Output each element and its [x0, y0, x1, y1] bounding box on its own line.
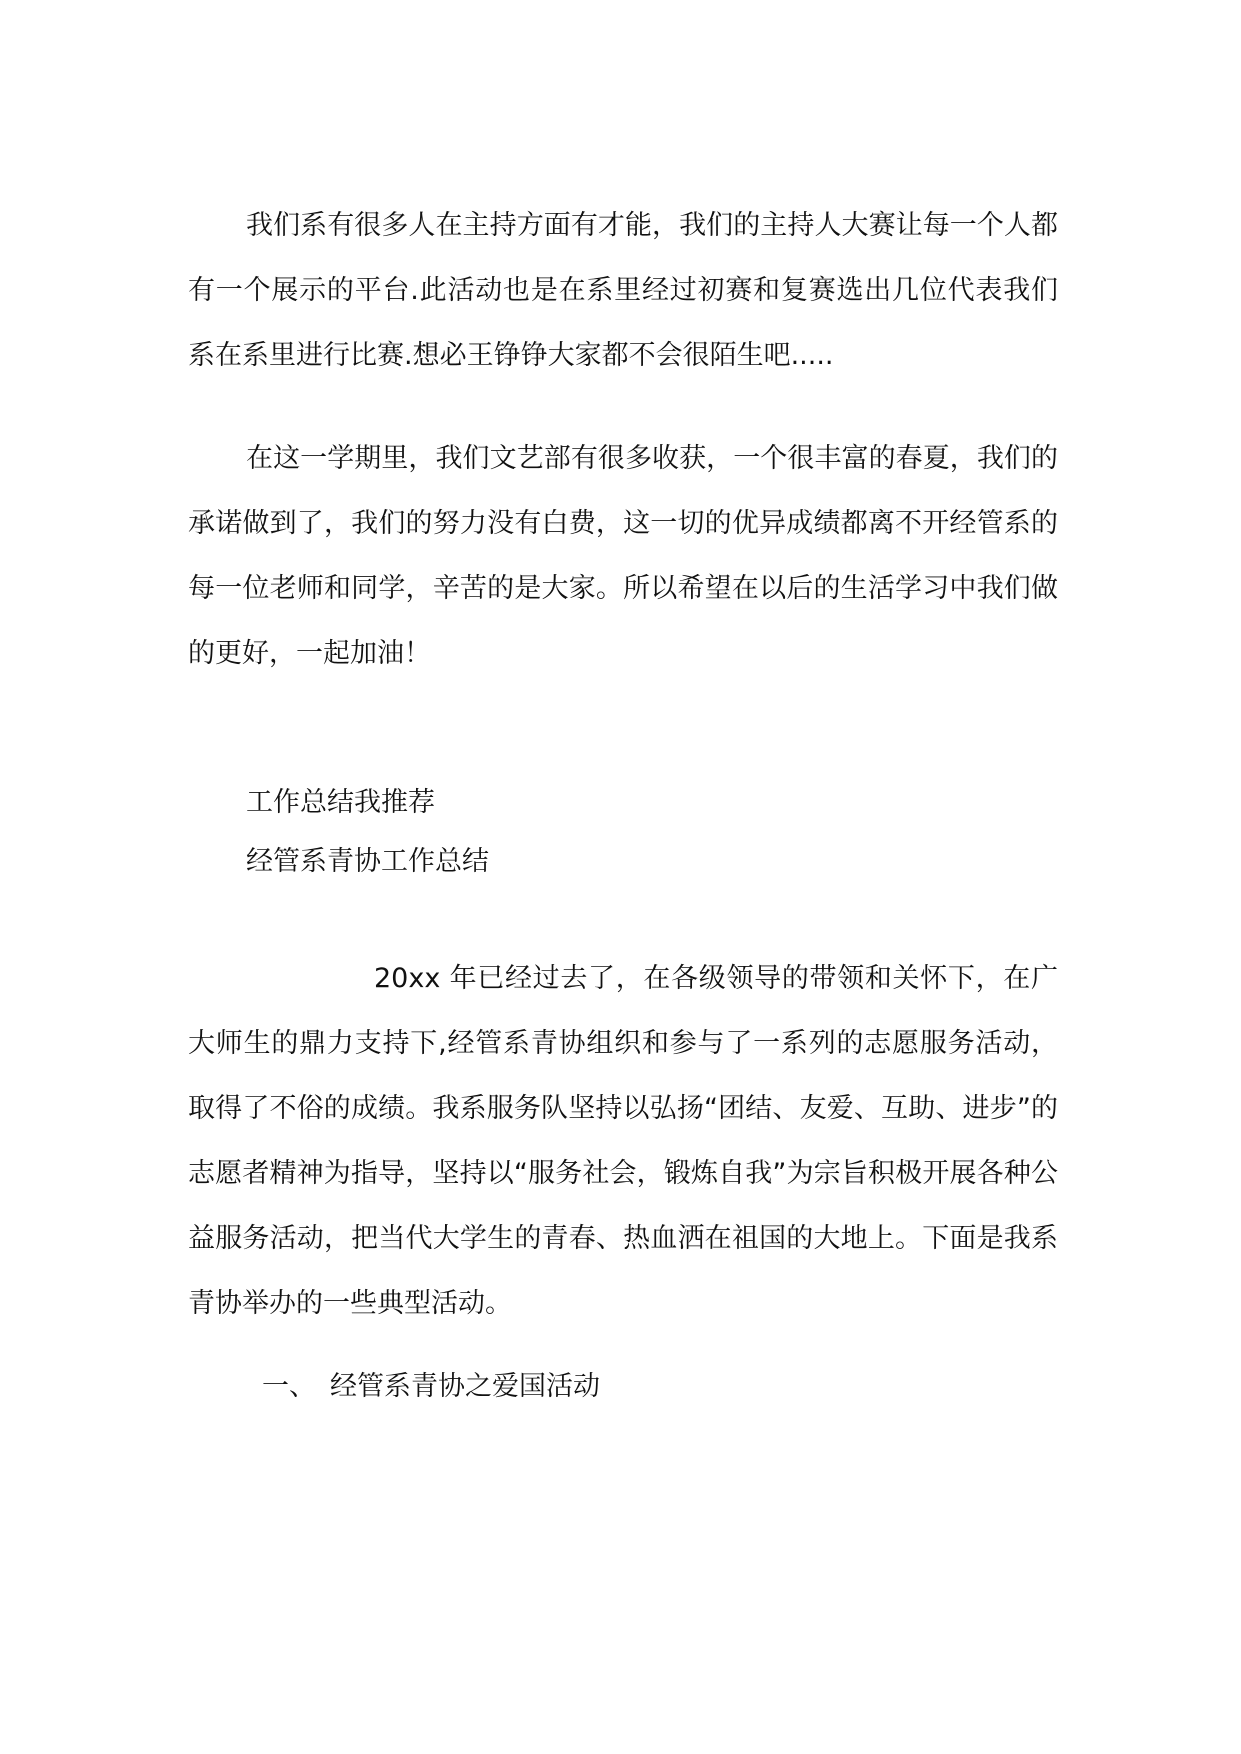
paragraph-host-competition: 我们系有很多人在主持方面有才能，我们的主持人大赛让每一个人都有一个展示的平台.此活动也是在系里经过初赛和复赛选出几位代表我们系在系里进行比赛.想必王铮铮大家都不会很陌生吧.....: [188, 210, 1058, 371]
document-title: 经管系青协工作总结: [246, 846, 489, 877]
recommend-label: 工作总结我推荐: [246, 787, 435, 818]
section-title: 经管系青协之爱国活动: [330, 1371, 600, 1402]
paragraph-intro: 20xx 年已经过去了，在各级领导的带领和关怀下，在广大师生的鼎力支持下,经管系青协组织和参与了一系列的志愿服务活动，取得了不俗的成绩。我系服务队坚持以弘扬“团结、友爱、互助、进步”的志愿者精神为指导，坚持以“服务社会，锻炼自我”为宗旨积极开展各种公益服务活动，把当代大学生的青春、热血洒在祖国的大地上。下面是我系青协举办的一些典型活动。: [188, 963, 1058, 1319]
section-heading: [262, 1354, 600, 1419]
section-number: 一、: [262, 1371, 316, 1402]
paragraph-semester-summary: 在这一学期里，我们文艺部有很多收获，一个很丰富的春夏，我们的承诺做到了，我们的努力没有白费，这一切的优异成绩都离不开经管系的每一位老师和同学，辛苦的是大家。所以希望在以后的生活学习中我们做的更好，一起加油！: [188, 443, 1058, 669]
